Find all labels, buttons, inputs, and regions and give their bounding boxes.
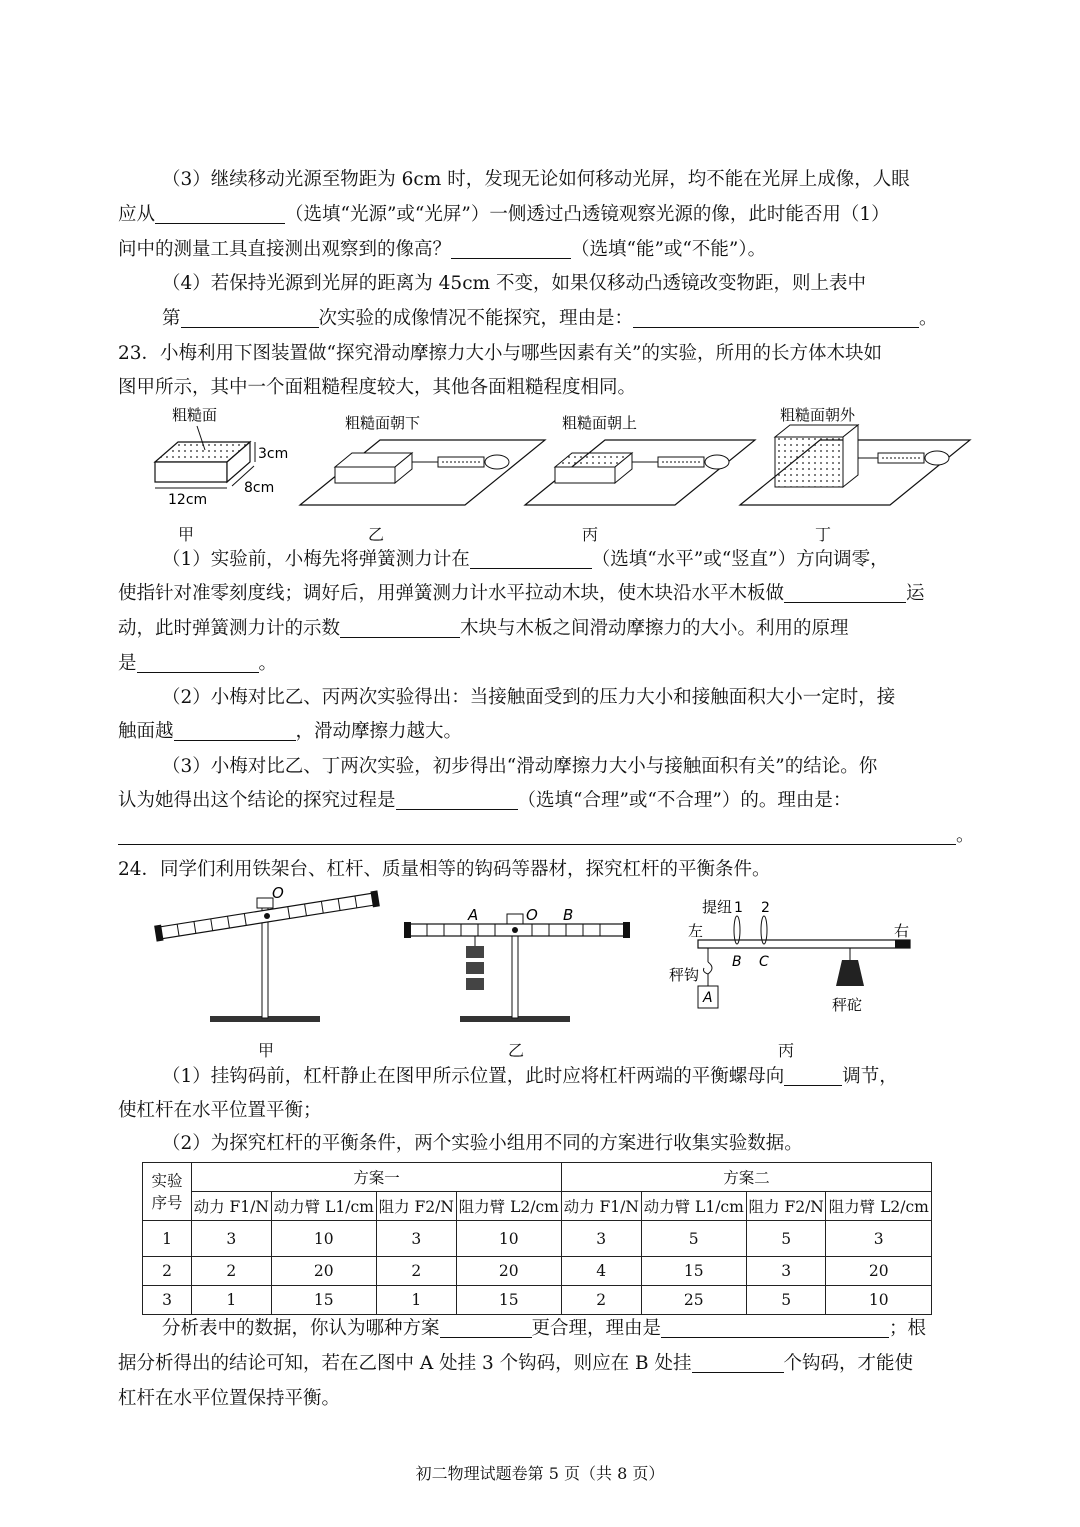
table-seq-header: 实验 序号 — [143, 1163, 192, 1221]
table-cell: 1 — [143, 1221, 192, 1257]
label-face-down: 粗糙面朝下 — [345, 414, 421, 432]
pivot-o-yi: O — [526, 906, 538, 924]
table-col-header: 动力 F1/N — [561, 1192, 641, 1221]
q23-intro-line2: 图甲所示，其中一个面粗糙程度较大，其他各面粗糙程度相同。 — [118, 377, 637, 398]
board-bing — [525, 414, 755, 505]
q24-figure — [150, 878, 930, 1028]
q24-part1-line2: 使杠杆在水平位置平衡； — [118, 1100, 322, 1121]
table-cell: 10 — [271, 1221, 376, 1257]
label-weight: 秤砣 — [832, 996, 863, 1014]
table-column-row — [143, 1192, 932, 1221]
rough-face-label: 粗糙面 — [172, 406, 218, 424]
q24-part1-line1: （1）挂钩码前，杠杆静止在图甲所示位置，此时应将杠杆两端的平衡螺母向 调节， — [162, 1066, 898, 1087]
q22-part3-line1: （3）继续移动光源至物距为 6cm 时，发现无论如何移动光屏，均不能在光屏上成像，人眼 — [162, 169, 910, 190]
table-cell: 20 — [826, 1257, 932, 1286]
table-cell: 15 — [271, 1286, 376, 1315]
label-left: 左 — [688, 922, 704, 940]
q23-part2-line1: （2）小梅对比乙、丙两次实验得出：当接触面受到的压力大小和接触面积大小一定时，接 — [162, 687, 896, 708]
table-cell: 20 — [456, 1257, 561, 1286]
q22-part4-line1: （4）若保持光源到光屏的距离为 45cm 不变，如果仅移动凸透镜改变物距，则上表中 — [162, 273, 866, 294]
label-face-out: 粗糙面朝外 — [780, 406, 856, 424]
answer-blank[interactable] — [692, 1352, 784, 1373]
q24-part3-line1: 分析表中的数据，你认为哪种方案 更合理，理由是 ；根 — [162, 1318, 927, 1339]
table-cell: 3 — [561, 1221, 641, 1257]
answer-blank[interactable] — [440, 1317, 532, 1338]
label-face-up: 粗糙面朝上 — [562, 414, 638, 432]
q24-intro: 24．同学们利用铁架台、杠杆、质量相等的钩码等器材，探究杠杆的平衡条件。 — [118, 859, 771, 880]
caption-yi-24: 乙 — [508, 1041, 525, 1060]
answer-blank[interactable] — [784, 582, 906, 603]
answer-blank[interactable] — [396, 789, 518, 810]
q23-part1-line2: 使指针对准零刻度线；调好后，用弹簧测力计水平拉动木块，使木块沿水平木板做 运 — [118, 583, 925, 604]
dim-height: 3cm — [258, 446, 289, 462]
answer-blank[interactable] — [340, 617, 460, 638]
table-cell: 25 — [641, 1286, 746, 1315]
caption-yi: 乙 — [368, 525, 385, 544]
answer-blank[interactable] — [118, 824, 956, 845]
pivot-o: O — [272, 884, 284, 902]
answer-blank[interactable] — [155, 203, 285, 224]
answer-blank[interactable] — [470, 548, 592, 569]
table-cell: 2 — [192, 1257, 272, 1286]
dim-length: 12cm — [168, 492, 208, 508]
table-col-header: 阻力 F2/N — [746, 1192, 826, 1221]
table-col-header: 阻力臂 L2/cm — [456, 1192, 561, 1221]
dim-width: 8cm — [244, 480, 275, 496]
q23-part2-line2: 触面越 ，滑动摩擦力越大。 — [118, 721, 463, 742]
lever-jia — [154, 884, 380, 1022]
caption-bing: 丙 — [582, 525, 599, 544]
label-tiniu: 提纽 — [702, 898, 733, 916]
caption-ding: 丁 — [815, 525, 832, 544]
q22-part3-line2: 应从 （选填“光源”或“光屏”）一侧透过凸透镜观察光源的像，此时能否用（1） — [118, 204, 890, 225]
caption-jia-24: 甲 — [258, 1041, 275, 1060]
q23-intro-line1: 23．小梅利用下图装置做“探究滑动摩擦力大小与哪些因素有关”的实验，所用的长方体木块如 — [118, 343, 882, 364]
label-num-2: 2 — [761, 900, 770, 916]
table-cell: 10 — [456, 1221, 561, 1257]
table-row — [143, 1286, 932, 1315]
table-cell: 3 — [746, 1257, 826, 1286]
table-cell: 10 — [826, 1286, 932, 1315]
point-a: A — [468, 906, 479, 924]
q23-part1-line4: 是 。 — [118, 653, 278, 674]
table-header-row — [143, 1163, 932, 1192]
table-cell: 15 — [456, 1286, 561, 1315]
table-cell: 2 — [561, 1286, 641, 1315]
answer-blank[interactable] — [784, 1065, 842, 1086]
label-right: 右 — [894, 922, 910, 940]
answer-blank[interactable] — [174, 720, 296, 741]
caption-jia: 甲 — [178, 525, 195, 544]
page-footer: 初二物理试题卷第 5 页（共 8 页） — [415, 1464, 665, 1483]
table-col-header: 动力 F1/N — [192, 1192, 272, 1221]
table-cell: 4 — [561, 1257, 641, 1286]
table-col-header: 阻力 F2/N — [376, 1192, 456, 1221]
table-cell: 20 — [271, 1257, 376, 1286]
q23-part1-line3: 动，此时弹簧测力计的示数 木块与木板之间滑动摩擦力的大小。利用的原理 — [118, 618, 849, 639]
table-cell: 2 — [143, 1257, 192, 1286]
point-b-bing: B — [732, 954, 742, 970]
answer-blank[interactable] — [633, 307, 919, 328]
table-cell: 5 — [746, 1286, 826, 1315]
table-cell: 1 — [376, 1286, 456, 1315]
label-hook: 秤钩 — [669, 966, 700, 984]
q23-part3-line3: 。 — [118, 822, 975, 850]
q22-part4-line2: 第 次实验的成像情况不能探究，理由是： 。 — [162, 308, 938, 329]
q23-figure — [140, 400, 970, 550]
point-b: B — [563, 906, 574, 924]
table-cell: 5 — [641, 1221, 746, 1257]
data-table — [142, 1162, 932, 1315]
q22-part3-line3: 问中的测量工具直接测出观察到的像高？ （选填“能”或“不能”）。 — [118, 239, 767, 260]
q23-part1-line1: （1）实验前，小梅先将弹簧测力计在 （选填“水平”或“竖直”）方向调零， — [162, 549, 889, 570]
q23-part3-line2: 认为她得出这个结论的探究过程是 （选填“合理”或“不合理”）的。理由是： — [118, 790, 852, 811]
table-cell: 15 — [641, 1257, 746, 1286]
q24-part3-line2: 据分析得出的结论可知，若在乙图中 A 处挂 3 个钩码，则应在 B 处挂 个钩码，才能使 — [118, 1353, 914, 1374]
q24-part2: （2）为探究杠杆的平衡条件，两个实验小组用不同的方案进行收集实验数据。 — [162, 1133, 803, 1154]
table-cell: 2 — [376, 1257, 456, 1286]
answer-blank[interactable] — [137, 652, 259, 673]
answer-blank[interactable] — [661, 1317, 889, 1338]
point-c: C — [759, 954, 769, 970]
block-jia — [155, 406, 288, 508]
table-cell: 3 — [143, 1286, 192, 1315]
table-plan1-header: 方案一 — [192, 1163, 562, 1192]
answer-blank[interactable] — [451, 238, 571, 259]
board-yi — [300, 414, 545, 505]
q24-part3-line3: 杠杆在水平位置保持平衡。 — [118, 1388, 341, 1409]
table-cell: 1 — [192, 1286, 272, 1315]
label-box-a: A — [703, 990, 713, 1006]
table-cell: 3 — [376, 1221, 456, 1257]
answer-blank[interactable] — [181, 307, 319, 328]
q23-part3-line1: （3）小梅对比乙、丁两次实验，初步得出“滑动摩擦力大小与接触面积有关”的结论。你 — [162, 756, 878, 777]
table-cell: 3 — [826, 1221, 932, 1257]
table-row — [143, 1221, 932, 1257]
board-ding — [740, 406, 970, 505]
table-row — [143, 1257, 932, 1286]
label-num-1: 1 — [734, 900, 743, 916]
lever-yi — [404, 906, 630, 1022]
table-cell: 3 — [192, 1221, 272, 1257]
table-col-header: 阻力臂 L2/cm — [826, 1192, 932, 1221]
steelyard-bing — [669, 898, 910, 1014]
table-plan2-header: 方案二 — [561, 1163, 931, 1192]
table-col-header: 动力臂 L1/cm — [641, 1192, 746, 1221]
table-cell: 5 — [746, 1221, 826, 1257]
table-col-header: 动力臂 L1/cm — [271, 1192, 376, 1221]
caption-bing-24: 丙 — [778, 1041, 795, 1060]
